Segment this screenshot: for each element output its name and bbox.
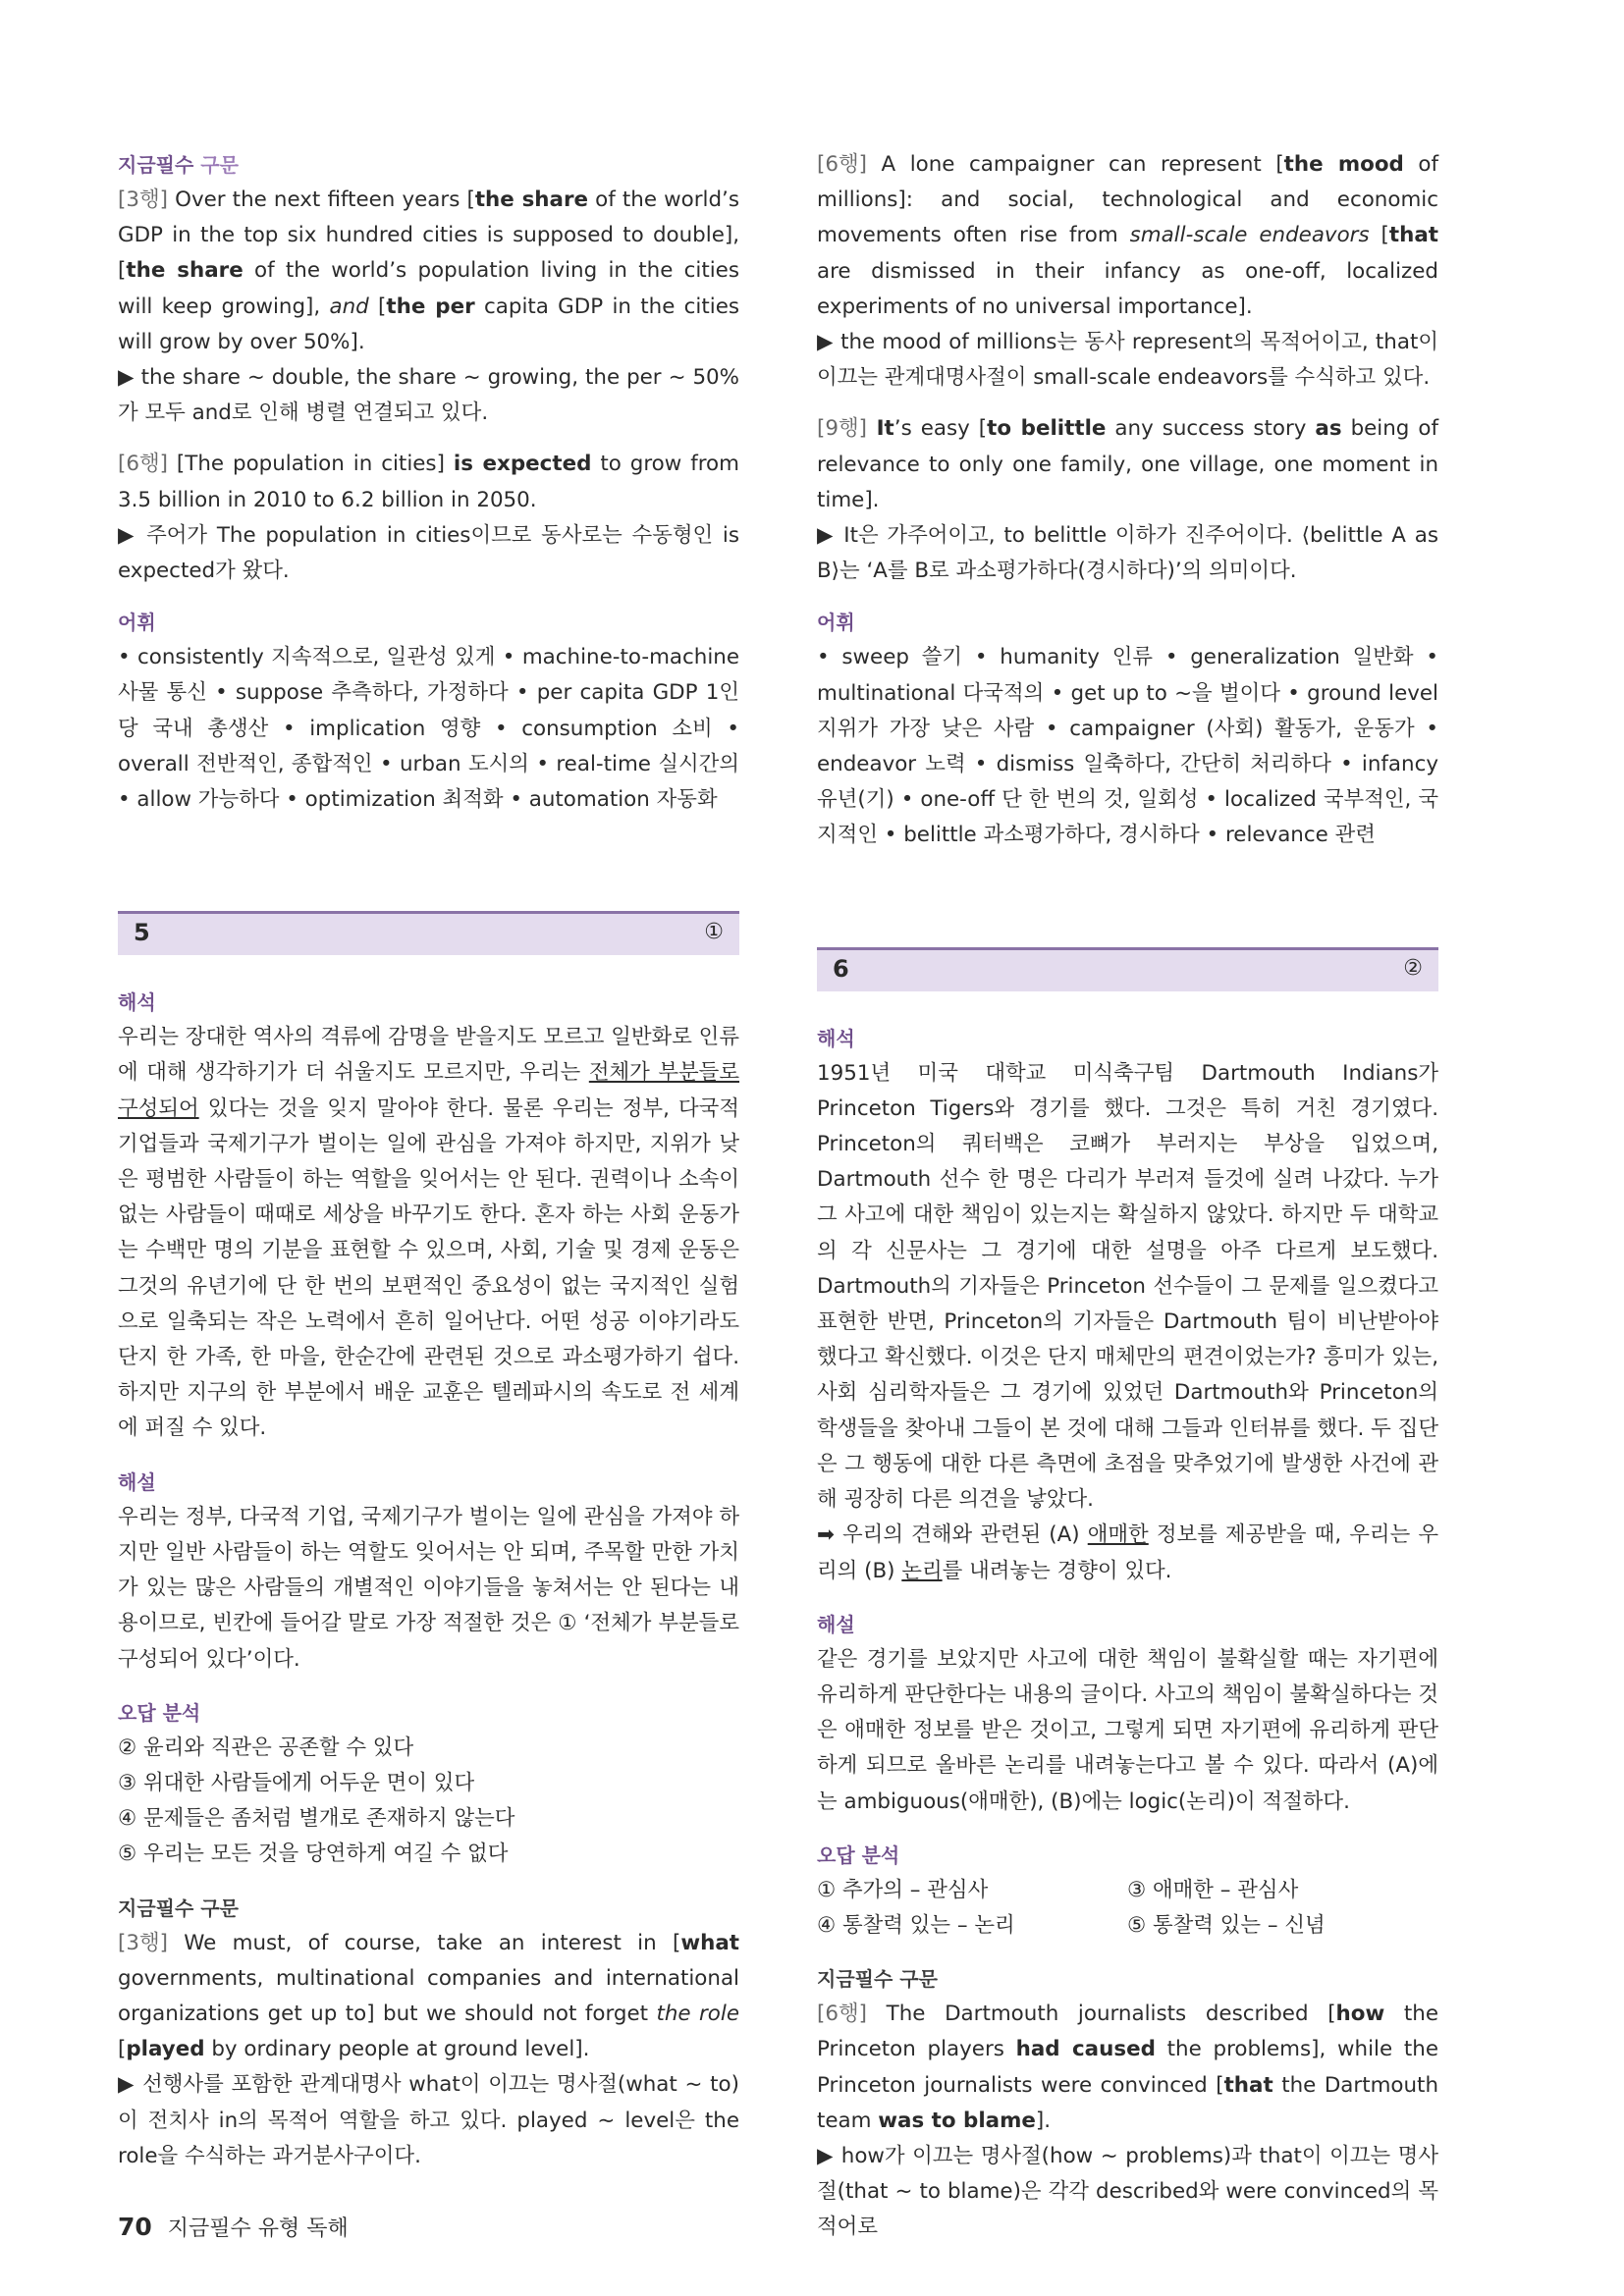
gumun-note-1: ▶ the mood of millions는 동사 represent의 목적어이고, that이 이끄는 관계대명사절이 small-scale endeavors를 수식하고 있다. [817, 330, 1438, 391]
line-number: [6행] [817, 2002, 867, 2027]
text: A lone campaigner can represent [ [866, 152, 1284, 177]
text: any success story [1106, 416, 1316, 442]
gumun-sentence-1 [817, 147, 1438, 325]
question-number: 5 [134, 919, 150, 947]
bold-text: that [1223, 2072, 1273, 2098]
gumun-note-1: ▶ the share ~ double, the share ~ growing, the per ~ 50%가 모두 and로 인해 병렬 연결되고 있다. [118, 365, 739, 426]
text: Over the next fifteen years [ [167, 187, 475, 212]
vocab-list: • sweep 쓸기 • humanity 인류 • generalization 일반화 • multinational 다국적의 • get up to ~을 벌이다 • ground level 지위가 가장 낮은 사람 • campaigner (사회) 활동가, 운동가 • endeavor 노력 • dismiss 일축하다, 간단히 처리하다 • infancy 유년(기) • one-off 단 한 번의 것, 일회성 • localized 국부적인, 국지적인 • belittle 과소평가하다, 경시하다 • relevance 관련 [817, 645, 1438, 848]
odap-item: ⑤ 우리는 모든 것을 당연하게 여길 수 없다 [118, 1842, 509, 1867]
underlined-text: 논리 [901, 1558, 943, 1583]
bold-text: as [1315, 416, 1342, 442]
odap-grid [817, 1873, 1438, 1944]
text: We must, of course, take an interest in [ [167, 1930, 681, 1955]
text: by ordinary people at ground level]. [204, 2037, 590, 2062]
haeseok-heading: 해석 [118, 990, 156, 1015]
italic-text: and [329, 294, 369, 319]
bold-text: that [1388, 223, 1438, 248]
underlined-text: 애매한 [1087, 1522, 1149, 1548]
odap-heading: 오답 분석 [817, 1842, 900, 1867]
text: governments, multinational companies and international organizations get up to] but we should not forget [118, 1965, 739, 2026]
heading-text: 지금필수 [118, 153, 201, 177]
section-heading-gumun [118, 147, 739, 183]
haeseol-text: 같은 경기를 보았지만 사고에 대한 책임이 불확실할 때는 자기편에 유리하게 판단한다는 내용의 글이다. 사고의 책임이 불확실하다는 것은 애매한 정보를 받은 것이고, 그렇게 되면 자기편에 유리하게 판단하게 되므로 올바른 논리를 내려놓는다고 볼 수 있다. 따라서 (A)에는 ambiguous(애매한), (B)에는 logic(논리)이 적절하다. [817, 1646, 1438, 1814]
text: 를 내려놓는 경향이 있다. [942, 1558, 1172, 1583]
italic-text: small-scale endeavors [1129, 223, 1370, 248]
bold-text: the mood [1283, 152, 1404, 177]
odap-item: ① 추가의 – 관심사 [817, 1877, 989, 1902]
bold-text: what [680, 1930, 739, 1955]
odap-item: ④ 통찰력 있는 – 논리 [817, 1912, 1015, 1938]
line-number: [6행] [118, 452, 168, 477]
bold-text: played [126, 2037, 205, 2062]
text: are dismissed in their infancy as one-off, localized experiments of no universal importance]. [817, 258, 1438, 319]
odap-heading: 오답 분석 [118, 1700, 201, 1725]
heading-text: 지금필수 [118, 1896, 201, 1920]
gumun-sentence-1 [118, 183, 739, 360]
question-number: 6 [833, 954, 849, 983]
italic-text: the role [656, 2001, 739, 2026]
text: the Dartmouth team [817, 2072, 1439, 2133]
bold-text: to belittle [987, 416, 1107, 442]
vocab-heading: 어휘 [118, 611, 156, 635]
haeseok-text: 1951년 미국 대학교 미식축구팀 Dartmouth Indians가 Princeton Tigers와 경기를 했다. 그것은 특히 거친 경기였다. Princeton의 쿼터백은 코뼈가 부러지는 부상을 입었으며, Dartmouth 선수 한 명은 다리가 부러져 들것에 실려 나갔다. 누가 그 사고에 대한 책임이 있는지는 확실하지 않았다. 하지만 두 대학교의 각 신문사는 그 경기에 대한 설명을 아주 다르게 보도했다. Dartmouth의 기자들은 Princeton 선수들이 그 문제를 일으켰다고 표현한 반면, Princeton의 기자들은 Dartmouth 팀이 비난받아야 했다고 확신했다. 이것은 단지 매체만의 편견이었는가? 흥미가 있는, 사회 심리학자들은 그 경기에 있었던 Dartmouth와 Princeton의 학생들을 찾아내 그들이 본 것에 대해 그들과 인터뷰를 했다. 두 집단은 그 행동에 대한 다른 측면에 초점을 맞추었기에 발생한 사건에 관해 굉장히 다른 의견을 낳았다. [817, 1060, 1438, 1513]
text: of millions]: and social, technological and economic movements often rise from [817, 152, 1438, 248]
book-title: 지금필수 유형 독해 [167, 2216, 349, 2241]
text: 있다는 것을 잊지 말아야 한다. 물론 우리는 정부, 다국적 기업들과 국제기구가 벌이는 일에 관심을 가져야 하지만, 지위가 낮은 평범한 사람들이 하는 역할을 잊어서는 안 된다. 권력이나 소속이 없는 사람들이 때때로 세상을 바꾸기도 한다. 혼자 하는 사회 운동가는 수백만 명의 기분을 표현할 수 있으며, 사회, 기술 및 경제 운동은 그것의 유년기에 단 한 번의 보편적인 중요성이 없는 국지적인 실험으로 일축되는 작은 노력에서 흔히 일어난다. 어떤 성공 이야기라도 단지 한 가족, 한 마을, 한순간에 관련된 것으로 과소평가하기 쉽다. 하지만 지구의 한 부분에서 배운 교훈은 텔레파시의 속도로 전 세계에 퍼질 수 있다. [118, 1095, 739, 1441]
text: the problems], while the Princeton journalists were convinced [ [817, 2037, 1438, 2098]
gumun-heading [817, 1961, 1438, 1997]
answer-mark: ① [704, 920, 724, 945]
text: to grow from 3.5 billion in 2010 to 6.2 billion in 2050. [118, 452, 739, 512]
bold-text: the per [386, 294, 475, 319]
line-number: [9행] [817, 416, 867, 442]
line-number: [3행] [118, 187, 168, 212]
gumun-note: ▶ how가 이끄는 명사절(how ~ problems)과 that이 이끄는 명사절(that ~ to blame)은 각각 described와 were convinced의 목적어로 [817, 2143, 1438, 2240]
text: 우리는 장대한 역사의 격류에 감명을 받을지도 모르고 일반화로 인류에 대해 생각하기가 더 쉬울지도 모르지만, 우리는 [118, 1025, 739, 1086]
text: of the world’s GDP in the top six hundred cities is supposed to double], [ [118, 187, 739, 284]
odap-item: ⑤ 통찰력 있는 – 신념 [1127, 1912, 1326, 1938]
odap-item: ③ 위대한 사람들에게 어두운 면이 있다 [118, 1770, 475, 1795]
bold-text: had caused [1015, 2037, 1156, 2062]
text: the Princeton players [817, 2002, 1439, 2062]
page-number: 70 [118, 2213, 152, 2241]
odap-item: ③ 애매한 – 관심사 [1127, 1877, 1299, 1902]
text: 정보를 제공받을 때, 우리는 우리의 (B) [817, 1522, 1438, 1583]
page-footer [118, 2212, 349, 2242]
text: being of relevance to only one family, one village, one moment in time]. [817, 416, 1438, 512]
text: ➡ 우리의 견해와 관련된 (A) [817, 1522, 1088, 1548]
heading-text: 지금필수 [817, 1967, 900, 1992]
gumun-heading [118, 1891, 739, 1926]
gumun-sentence-2 [817, 411, 1438, 518]
text: [ [1369, 223, 1389, 248]
question-5-bar [118, 911, 739, 955]
bold-text: is expected [453, 452, 592, 477]
bold-text: was to blame [878, 2108, 1036, 2133]
text: capita GDP in the cities will grow by over 50%]. [118, 294, 739, 354]
line-number: [6행] [817, 152, 867, 177]
bold-text: the share [474, 187, 589, 212]
gumun-sentence [118, 1926, 739, 2068]
gumun-note-2: ▶ It은 가주어이고, to belittle 이하가 진주어이다. ⟨belittle A as B⟩는 ‘A를 B로 과소평가하다(경시하다)’의 의미이다. [817, 523, 1438, 584]
heading-text-sub: 구문 [200, 1896, 239, 1920]
haeseol-heading: 해설 [118, 1469, 156, 1494]
text: [ [368, 294, 387, 319]
bold-text: It [866, 416, 894, 442]
gumun-note-2: ▶ 주어가 The population in cities이므로 동사로는 수동형인 is expected가 왔다. [118, 522, 739, 584]
haeseol-heading: 해설 [817, 1612, 855, 1636]
heading-text-sub: 구문 [899, 1967, 938, 1992]
gumun-note: ▶ 선행사를 포함한 관계대명사 what이 이끄는 명사절(what ~ to)이 전치사 in의 목적어 역할을 하고 있다. played ~ level은 the role을 수식하는 과거분사구이다. [118, 2072, 739, 2168]
haeseok-text [118, 1020, 739, 1446]
heading-text-sub: 구문 [200, 153, 239, 177]
line-number: [3행] [118, 1930, 168, 1955]
vocab-list: • consistently 지속적으로, 일관성 있게 • machine-to-machine 사물 통신 • suppose 추측하다, 가정하다 • per capita GDP 1인당 국내 총생산 • implication 영향 • consumption 소비 • overall 전반적인, 종합적인 • urban 도시의 • real-time 실시간의 • allow 가능하다 • optimization 최적화 • automation 자동화 [118, 645, 739, 813]
gumun-sentence [817, 1997, 1438, 2139]
answer-mark: ② [1403, 955, 1423, 981]
text: ]. [1035, 2108, 1052, 2133]
text: The Dartmouth journalists described [ [866, 2002, 1336, 2027]
text: [The population in cities] [167, 452, 454, 477]
summary-sentence [817, 1518, 1438, 1588]
left-column [118, 147, 739, 2174]
underlined-text: 전체가 부분들로 구성되어 [118, 1060, 739, 1121]
odap-item: ② 윤리와 직관은 공존할 수 있다 [118, 1735, 414, 1760]
odap-item: ④ 문제들은 좀처럼 별개로 존재하지 않는다 [118, 1806, 515, 1832]
text: ’s easy [ [893, 416, 988, 442]
text: of the world’s population living in the cities will keep growing], [118, 258, 739, 319]
haeseol-text: 우리는 정부, 다국적 기업, 국제기구가 벌이는 일에 관심을 가져야 하지만 일반 사람들이 하는 역할도 잊어서는 안 되며, 주목할 만한 가치가 있는 많은 사람들의 개별적인 이야기들을 놓쳐서는 안 된다는 내용이므로, 빈칸에 들어갈 말로 가장 적절한 것은 ① ‘전체가 부분들로 구성되어 있다’이다. [118, 1504, 739, 1672]
text: [ [118, 2037, 127, 2062]
bold-text: the share [126, 258, 244, 284]
gumun-sentence-2 [118, 447, 739, 517]
vocab-heading: 어휘 [817, 611, 855, 635]
haeseok-heading: 해석 [817, 1026, 855, 1050]
right-column [817, 147, 1438, 2246]
question-6-bar [817, 947, 1438, 991]
bold-text: how [1335, 2002, 1385, 2027]
